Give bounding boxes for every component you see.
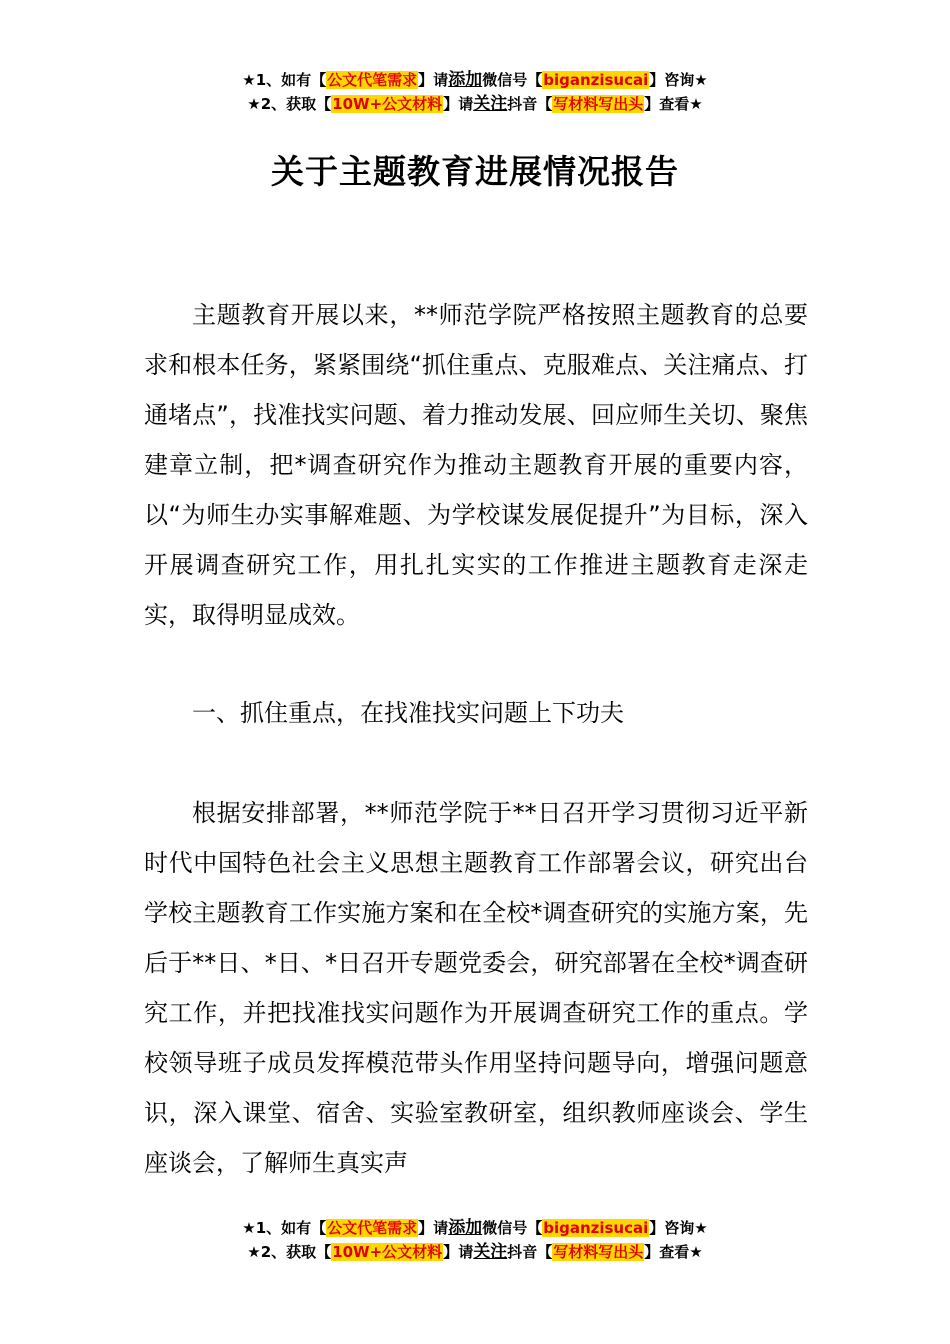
banner-highlight: biganzisucai [543,71,649,89]
footer-banner [0,1216,950,1264]
banner-text: 】请 [443,95,474,113]
footer-line-1 [0,1216,950,1240]
banner-text: 抖音【 [507,1243,553,1261]
banner-highlight: 10W+公文材料 [332,1243,443,1261]
banner-highlight: biganzisucai [543,1219,649,1237]
banner-text: 】查看★ [644,95,703,113]
body-paragraph-1: 主题教育开展以来，**师范学院严格按照主题教育的总要求和根本任务，紧紧围绕“抓住重点、克服难点、关注痛点、打通堵点”，找准找实问题、着力推动发展、回应师生关切、聚焦建章立制，把*调查研究作为推动主题教育开展的重要内容，以“为师生办实事解难题、为学校谋发展促提升”为目标，深入开展调查研究工作，用扎扎实实的工作推进主题教育走深走实，取得明显成效。 [144,301,808,629]
banner-text: ★1、如有【 [242,1219,327,1237]
banner-text: 】请 [418,71,449,89]
banner-emphasis: 添加 [448,1218,483,1238]
banner-text: 微信号【 [482,1219,543,1237]
banner-text: ★1、如有【 [242,71,327,89]
banner-emphasis: 添加 [448,70,483,90]
banner-text: ★2、获取【 [247,1243,332,1261]
banner-emphasis: 关注 [473,1242,508,1262]
footer-line-2 [0,1240,950,1264]
banner-highlight: 写材料写出头 [553,95,644,113]
banner-text: ★2、获取【 [247,95,332,113]
banner-text: 微信号【 [482,71,543,89]
section-heading-1: 一、抓住重点，在找准找实问题上下功夫 [192,699,624,727]
banner-line-1 [0,68,950,92]
banner-highlight: 10W+公文材料 [332,95,443,113]
banner-text: 】咨询★ [649,1219,708,1237]
banner-line-2 [0,92,950,116]
banner-highlight: 写材料写出头 [553,1243,644,1261]
banner-highlight: 公文代笔需求 [327,71,418,89]
banner-text: 】请 [418,1219,449,1237]
document-title: 关于主题教育进展情况报告 [271,152,679,191]
banner-emphasis: 关注 [473,94,508,114]
banner-highlight: 公文代笔需求 [327,1219,418,1237]
body-paragraph-2: 根据安排部署，**师范学院于**日召开学习贯彻习近平新时代中国特色社会主义思想主题教育工作部署会议，研究出台学校主题教育工作实施方案和在全校*调查研究的实施方案，先后于**日、*日、*日召开专题党委会，研究部署在全校*调查研究工作，并把找准找实问题作为开展调查研究工作的重点。学校领导班子成员发挥模范带头作用坚持问题导向，增强问题意识，深入课堂、宿舍、实验室教研室，组织教师座谈会、学生座谈会，了解师生真实声 [144,799,808,1177]
header-banner [0,68,950,116]
banner-text: 】请 [443,1243,474,1261]
banner-text: 】咨询★ [649,71,708,89]
banner-text: 】查看★ [644,1243,703,1261]
banner-text: 抖音【 [507,95,553,113]
